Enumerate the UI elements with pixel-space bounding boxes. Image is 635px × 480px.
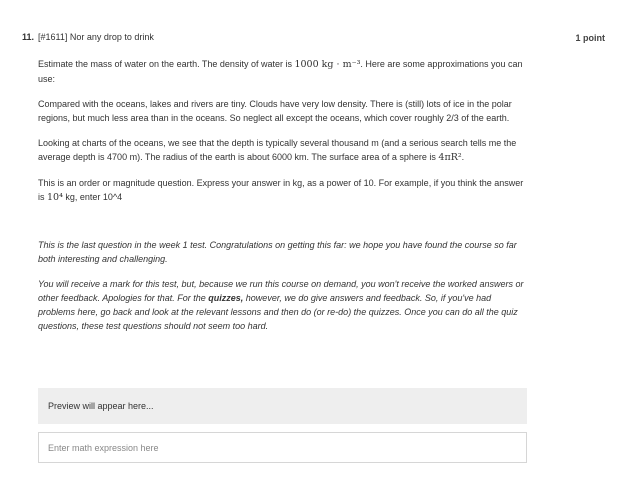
spacer <box>38 216 528 238</box>
example-power-math: 10⁴ <box>47 192 63 203</box>
points-badge: 1 point <box>575 33 605 43</box>
note-feedback-text-end: however, we do give answers and feedback. So, if you've had problems here, go back and look at the relevant lessons and then do (or re-do) the quizzes. Once you can do all the quiz questions, these test questions should not seem too hard. <box>38 293 518 331</box>
density-math: 1000 kg · m⁻³ <box>294 59 361 70</box>
math-preview: Preview will appear here... <box>38 388 527 424</box>
note-feedback-text: You will receive a mark for this test, but, because we run this course on demand, you won't receive the worked answers or other feedback. Apologies for that. For the <box>38 279 524 303</box>
sphere-area-math: 4πR² <box>438 152 462 163</box>
paragraph-depth <box>38 136 528 165</box>
paragraph-oceans: Compared with the oceans, lakes and rivers are tiny. Clouds have very low density. There is (still) lots of ice in the polar regions, but much less area than in the oceans. So neglect all except the oceans, which cover roughly 2/3 of the earth. <box>38 99 512 123</box>
paragraph-instructions <box>38 176 528 205</box>
depth-text-end: . <box>461 152 465 162</box>
instructions-text-end: kg, enter 10^4 <box>62 192 123 202</box>
paragraph-intro <box>38 57 528 86</box>
depth-text: Looking at charts of the oceans, we see that the depth is typically several thousand m (and a serious search tells me the average depth is 4700 m). The radius of the earth is about 6000 km. The surface area of a sphere is <box>38 138 517 162</box>
math-expression-input[interactable] <box>38 432 527 463</box>
note-feedback <box>38 277 528 333</box>
note-congratulations: This is the last question in the week 1 test. Congratulations on getting this far: we hope you have found the course so far both interesting and challenging. <box>38 240 517 264</box>
question-header <box>22 32 154 42</box>
question-title: [#1611] Nor any drop to drink <box>38 32 154 42</box>
instructions-text: This is an order or magnitude question. Express your answer in kg, as a power of 10. For example, if you think the answer is <box>38 178 524 202</box>
question-number: 11. <box>22 32 35 42</box>
intro-text-end: . Here are some approximations you can use: <box>38 59 523 84</box>
question-body <box>38 57 528 344</box>
intro-text: Estimate the mass of water on the earth. The density of water is <box>38 59 295 69</box>
quizzes-emphasis: quizzes, <box>208 293 244 303</box>
